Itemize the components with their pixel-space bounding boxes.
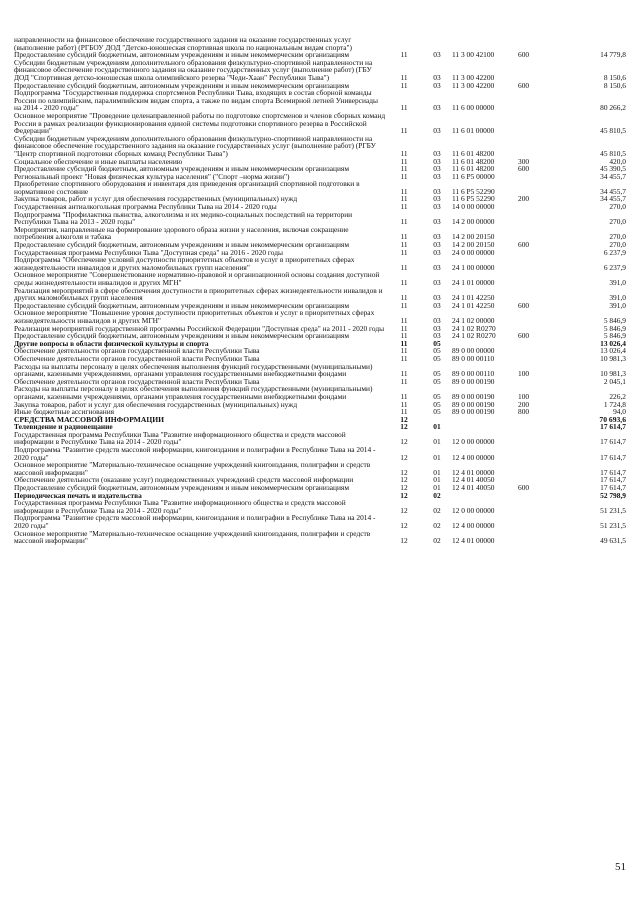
row-name: Основное мероприятие "Материально-техническое оснащение учреждений книгоиздания, полиграфии и средств массовой информации" bbox=[14, 460, 371, 477]
row-subsection-code: 03 bbox=[433, 202, 441, 212]
row-name: Периодическая печать и издательства bbox=[14, 490, 142, 500]
table-row bbox=[14, 89, 626, 112]
row-expense-type bbox=[518, 112, 548, 135]
row-section-code: 11 bbox=[400, 353, 408, 363]
row-target-article: 14 0 00 00000 bbox=[452, 202, 495, 212]
table-row bbox=[14, 211, 626, 226]
row-amount: 13 026,4 bbox=[600, 346, 626, 356]
table-row bbox=[14, 287, 626, 302]
row-amount: 1 724,8 bbox=[603, 399, 626, 409]
row-target-article: 11 6 01 48200 bbox=[452, 156, 495, 166]
row-expense-type: 100 bbox=[518, 391, 530, 401]
row-target-article: 24 1 02 R0270 bbox=[452, 331, 496, 341]
row-expense-type bbox=[518, 249, 548, 257]
row-section-code: 11 bbox=[400, 323, 408, 333]
row-amount: 10 981,3 bbox=[600, 353, 626, 363]
row-expense-type: 300 bbox=[518, 156, 530, 166]
row-section-code: 11 bbox=[400, 50, 408, 60]
row-name: Обеспечение деятельности органов государственной власти Республики Тыва bbox=[14, 353, 260, 363]
budget-table-body bbox=[14, 36, 626, 545]
row-name: Расходы на выплаты персоналу в целях обеспечения выполнения функций государственными (муниципальными) органами, казенными учреждениями, органами управления государственными внебюджетными фондами bbox=[14, 384, 373, 401]
row-name: Субсидии бюджетным учреждениям дополнительного образования физкультурно-спортивной направленности на финансовое обеспечение государственного задания на оказание государственных услуг (выполнение работ) (ГБУ ДОД "Спортивная детско-юношеская школа олимпийского резерва "Чеди-Хаан" Республики Тыва") bbox=[14, 57, 373, 82]
row-name: Подпрограмма "Развитие средств массовой информации, книгоиздания и полиграфии в Республике Тыва на 2014 - 2020 годы" bbox=[14, 445, 376, 462]
row-section-code: 11 bbox=[400, 338, 408, 348]
row-name: Обеспечение деятельности (оказание услуг) подведомственных учреждений средств массовой информации bbox=[14, 475, 354, 485]
row-target-article: 14 2 00 20150 bbox=[452, 240, 495, 250]
row-amount: 5 846,9 bbox=[603, 331, 626, 341]
row-name: Обеспечение деятельности органов государственной власти Республики Тыва bbox=[14, 346, 260, 356]
row-expense-type: 100 bbox=[518, 369, 530, 379]
row-target-article: 12 4 01 00000 bbox=[452, 467, 495, 477]
table-row bbox=[14, 135, 626, 158]
row-target-article: 11 6 P5 52290 bbox=[452, 186, 495, 196]
row-subsection-code: 03 bbox=[433, 80, 441, 90]
row-name: Основное мероприятие "Проведение целенаправленной работы по подготовке спортсменов и членов сборных команд России в рамках реализации функционирования единой системы подготовки спортивного резерва в Российской Федерации" bbox=[14, 110, 386, 136]
row-target-article: 11 6 P5 52290 bbox=[452, 194, 495, 204]
row-name: Обеспечение деятельности органов государственной власти Республики Тыва bbox=[14, 376, 260, 386]
row-subsection-code: 02 bbox=[433, 490, 441, 500]
row-expense-type bbox=[518, 530, 548, 545]
row-amount: 391,0 bbox=[609, 278, 626, 287]
row-section-code: 11 bbox=[400, 399, 408, 409]
row-target-article: 11 6 01 48200 bbox=[452, 164, 495, 174]
row-section-code: 11 bbox=[400, 103, 408, 113]
row-expense-type bbox=[518, 461, 548, 476]
table-row bbox=[14, 36, 626, 51]
row-subsection-code: 03 bbox=[433, 50, 441, 60]
row-name: Подпрограмма "Развитие средств массовой информации, книгоиздания и полиграфии в Республике Тыва на 2014 - 2020 годы" bbox=[14, 513, 376, 530]
row-subsection-code: 03 bbox=[433, 262, 441, 272]
row-amount bbox=[548, 36, 626, 51]
row-expense-type: 200 bbox=[518, 399, 530, 409]
row-section-code: 11 bbox=[400, 376, 408, 386]
row-name: Государственная программа Республики Тыва "Развитие информационного общества и средств массовой информации в Республике Тыва на 2014 - 2020 годы" bbox=[14, 498, 346, 515]
row-target-article: 11 3 00 42200 bbox=[452, 80, 495, 90]
table-row bbox=[14, 363, 626, 378]
row-section-code: 11 bbox=[400, 156, 408, 166]
row-section-code: 11 bbox=[400, 247, 408, 257]
row-section-code: 11 bbox=[400, 278, 408, 287]
row-section-code: 11 bbox=[400, 202, 408, 212]
table-row bbox=[14, 446, 626, 461]
row-subsection-code: 03 bbox=[433, 148, 441, 158]
row-expense-type bbox=[518, 340, 548, 348]
row-section-code: 12 bbox=[400, 521, 408, 530]
row-expense-type bbox=[518, 256, 548, 271]
row-section-code: 11 bbox=[400, 300, 408, 310]
row-section-code bbox=[386, 36, 422, 51]
row-amount: 5 846,9 bbox=[603, 315, 626, 325]
row-target-article: 24 1 02 R0270 bbox=[452, 323, 496, 333]
row-target-article: 12 0 00 00000 bbox=[452, 505, 495, 515]
row-section-code: 11 bbox=[400, 72, 408, 82]
row-name: Государственная антиалкогольная программа Республики Тыва на 2014 - 2020 годы bbox=[14, 202, 277, 212]
row-subsection-code: 01 bbox=[433, 452, 441, 462]
row-subsection-code: 05 bbox=[433, 369, 441, 379]
row-section-code: 11 bbox=[400, 80, 408, 90]
row-target-article: 24 1 01 42250 bbox=[452, 300, 495, 310]
row-amount: 14 779,8 bbox=[600, 50, 626, 60]
row-section-code: 11 bbox=[400, 240, 408, 250]
row-name: Предоставление субсидий бюджетным, автономным учреждениям и иным некоммерческим организациям bbox=[14, 483, 350, 493]
row-amount: 2 045,1 bbox=[603, 376, 626, 386]
row-section-code: 12 bbox=[400, 422, 408, 432]
row-subsection-code: 01 bbox=[433, 475, 441, 485]
row-expense-type: 600 bbox=[518, 80, 530, 90]
row-subsection-code: 01 bbox=[433, 483, 441, 493]
row-expense-type bbox=[518, 514, 548, 529]
row-name: Расходы на выплаты персоналу в целях обеспечения выполнения функций государственными (муниципальными) органами, казенными учреждениями, органами управления государственными внебюджетными фондами bbox=[14, 361, 373, 379]
row-target-article: 89 0 00 00190 bbox=[452, 376, 495, 386]
row-amount: 94,0 bbox=[613, 407, 626, 417]
row-target-article: 12 0 00 00000 bbox=[452, 437, 495, 447]
table-row bbox=[14, 256, 626, 271]
row-amount: 51 231,5 bbox=[600, 505, 626, 515]
row-amount: 17 614,7 bbox=[600, 475, 626, 485]
row-amount: 10 981,3 bbox=[600, 369, 626, 379]
row-expense-type bbox=[518, 173, 548, 181]
row-expense-type: 600 bbox=[518, 483, 530, 493]
row-amount: 270,0 bbox=[609, 232, 626, 242]
row-amount: 17 614,7 bbox=[600, 452, 626, 462]
row-name: Подпрограмма "Профилактика пьянства, алкоголизма и их медико-социальных последствий на территории Республики Тыва на 2013 - 2020 годы" bbox=[14, 209, 353, 227]
row-amount: 17 614,7 bbox=[600, 422, 626, 432]
row-subsection-code: 02 bbox=[433, 505, 441, 515]
row-target-article: 14 2 00 00000 bbox=[452, 217, 495, 227]
row-subsection-code: 03 bbox=[433, 186, 441, 196]
row-section-code: 12 bbox=[400, 475, 408, 485]
row-name: Предоставление субсидий бюджетным, автономным учреждениям и иным некоммерческим организациям bbox=[14, 240, 350, 250]
row-name: Другие вопросы в области физической культуры и спорта bbox=[14, 338, 209, 348]
row-section-code: 11 bbox=[400, 186, 408, 196]
row-section-code: 12 bbox=[400, 490, 408, 500]
row-amount: 17 614,7 bbox=[600, 437, 626, 447]
row-target-article: 89 0 00 00000 bbox=[452, 346, 495, 356]
row-target-article bbox=[452, 416, 518, 424]
table-row bbox=[14, 499, 626, 514]
row-amount: 49 631,5 bbox=[600, 536, 626, 546]
table-row bbox=[14, 59, 626, 82]
row-section-code: 11 bbox=[400, 293, 408, 303]
row-name: Предоставление субсидий бюджетным, автономным учреждениям и иным некоммерческим организациям bbox=[14, 300, 350, 310]
row-subsection-code: 02 bbox=[433, 536, 441, 546]
row-target-article bbox=[452, 36, 518, 51]
row-expense-type bbox=[518, 492, 548, 500]
row-section-code: 11 bbox=[400, 148, 408, 158]
row-subsection-code: 03 bbox=[433, 164, 441, 174]
row-amount: 8 150,6 bbox=[603, 80, 626, 90]
row-expense-type bbox=[518, 59, 548, 82]
row-amount: 45 810,5 bbox=[600, 148, 626, 158]
table-row bbox=[14, 226, 626, 241]
row-amount: 17 614,7 bbox=[600, 483, 626, 493]
table-row bbox=[14, 431, 626, 446]
row-name: Предоставление субсидий бюджетным, автономным учреждениям и иным некоммерческим организациям bbox=[14, 164, 350, 174]
row-name: Предоставление субсидий бюджетным, автономным учреждениям и иным некоммерческим организациям bbox=[14, 331, 350, 341]
row-section-code: 11 bbox=[400, 232, 408, 242]
row-section-code: 12 bbox=[400, 452, 408, 462]
table-row bbox=[14, 309, 626, 324]
row-subsection-code: 03 bbox=[433, 232, 441, 242]
row-target-article: 24 0 00 00000 bbox=[452, 247, 495, 257]
row-name: Предоставление субсидий бюджетным, автономным учреждениям и иным некоммерческим организациям bbox=[14, 80, 350, 90]
row-name: Закупка товаров, работ и услуг для обеспечения государственных (муниципальных) нужд bbox=[14, 399, 298, 409]
row-subsection-code: 05 bbox=[433, 353, 441, 363]
row-name: Реализация мероприятий государственной программы Российской Федерации "Доступная среда" на 2011 - 2020 годы bbox=[14, 323, 385, 333]
row-subsection-code: 02 bbox=[433, 521, 441, 530]
row-amount: 34 455,7 bbox=[600, 194, 626, 204]
row-section-code: 11 bbox=[400, 331, 408, 341]
row-expense-type bbox=[518, 89, 548, 112]
row-section-code: 11 bbox=[400, 391, 408, 401]
row-expense-type bbox=[518, 309, 548, 324]
row-name: Подпрограмма "Государственная поддержка спортсменов Республики Тыва, входящих в состав сборной команды России по олимпийским, паралимпийским видам спорта, а также по видам спорта Всемирной летней Универсиады на 2014 - 2020 годы" bbox=[14, 88, 378, 113]
row-name: Телевидение и радиовещание bbox=[14, 422, 113, 432]
row-subsection-code: 03 bbox=[433, 331, 441, 341]
row-amount: 34 455,7 bbox=[600, 186, 626, 196]
row-section-code: 11 bbox=[400, 262, 408, 272]
row-name: Предоставление субсидий бюджетным, автономным учреждениям и иным некоммерческим организациям bbox=[14, 50, 350, 60]
row-name: Социальное обеспечение и иные выплаты населению bbox=[14, 156, 183, 166]
row-target-article: 24 1 01 42250 bbox=[452, 293, 495, 303]
row-expense-type bbox=[518, 499, 548, 514]
row-section-code: 12 bbox=[400, 437, 408, 447]
row-amount: 420,0 bbox=[609, 156, 626, 166]
row-subsection-code: 03 bbox=[433, 293, 441, 303]
row-subsection-code: 01 bbox=[433, 467, 441, 477]
row-section-code: 12 bbox=[400, 483, 408, 493]
row-section-code: 12 bbox=[400, 505, 408, 515]
row-target-article: 12 4 01 40050 bbox=[452, 483, 495, 493]
table-row bbox=[14, 530, 626, 545]
row-target-article: 12 4 00 00000 bbox=[452, 452, 495, 462]
row-target-article: 89 0 00 00190 bbox=[452, 407, 495, 417]
row-amount: 270,0 bbox=[609, 240, 626, 250]
row-subsection-code: 03 bbox=[433, 278, 441, 287]
row-amount: 5 846,9 bbox=[603, 323, 626, 333]
row-section-code: 11 bbox=[400, 171, 408, 181]
row-section-code: 11 bbox=[400, 369, 408, 379]
row-target-article: 89 0 00 00190 bbox=[452, 399, 495, 409]
row-name: Государственная программа Республики Тыва "Доступная среда" на 2016 - 2020 годы bbox=[14, 247, 283, 257]
row-subsection-code: 03 bbox=[433, 300, 441, 310]
row-subsection-code: 05 bbox=[433, 407, 441, 417]
row-section-code: 11 bbox=[400, 194, 408, 204]
row-subsection-code: 03 bbox=[433, 247, 441, 257]
row-expense-type bbox=[518, 180, 548, 195]
row-name: Мероприятия, направленные на формирование здорового образа жизни у населения, включая сокращение потребления алкоголя и табака bbox=[14, 224, 349, 242]
row-name: Региональный проект "Новая физическая культура населения" ("Спорт –норма жизни") bbox=[14, 171, 290, 181]
row-name: Субсидии бюджетным учреждениям дополнительного образования физкультурно-спортивной направленности на финансовое обеспечение государственного задания на оказание государственных услуг (выполнение работ) (РГБУ "Центр спортивной подготовки сборных команд Республики Тыва") bbox=[14, 133, 376, 158]
row-name: Государственная программа Республики Тыва "Развитие информационного общества и средств массовой информации в Республике Тыва на 2014 - 2020 годы" bbox=[14, 429, 346, 447]
row-amount: 45 810,5 bbox=[600, 126, 626, 136]
table-row bbox=[14, 112, 626, 135]
row-subsection-code: 01 bbox=[433, 437, 441, 447]
row-amount: 17 614,7 bbox=[600, 467, 626, 477]
row-expense-type bbox=[518, 416, 548, 424]
row-section-code: 11 bbox=[400, 164, 408, 174]
row-subsection-code: 03 bbox=[433, 103, 441, 113]
row-expense-type bbox=[518, 211, 548, 226]
row-subsection-code: 03 bbox=[433, 315, 441, 325]
row-section-code: 11 bbox=[400, 407, 408, 417]
row-subsection-code: 01 bbox=[433, 422, 441, 432]
row-amount: 51 231,5 bbox=[600, 521, 626, 530]
row-name: Основное мероприятие "Совершенствование нормативно-правовой и организационной основы создания доступной среды жизнедеятельности инвалидов и других МГН" bbox=[14, 270, 380, 287]
row-name: Подпрограмма "Обеспечение условий доступности приоритетных объектов и услуг в приоритетных сферах жизнедеятельности инвалидов и других маломобильных групп населения" bbox=[14, 255, 355, 272]
row-amount: 270,0 bbox=[609, 202, 626, 212]
row-expense-type: 600 bbox=[518, 164, 530, 174]
row-section-code: 12 bbox=[400, 536, 408, 546]
row-expense-type bbox=[518, 446, 548, 461]
row-amount: 226,2 bbox=[609, 391, 626, 401]
row-expense-type bbox=[518, 355, 548, 363]
row-expense-type bbox=[518, 287, 548, 302]
row-name: Приобретение спортивного оборудования и инвентаря для приведения организаций спортивной подготовки в нормативное состояние bbox=[14, 179, 360, 196]
row-target-article: 12 4 01 00000 bbox=[452, 536, 495, 546]
row-name: Закупка товаров, работ и услуг для обеспечения государственных (муниципальных) нужд bbox=[14, 194, 298, 204]
table-row bbox=[14, 180, 626, 195]
row-amount: 270,0 bbox=[609, 217, 626, 227]
row-name: Основное мероприятие "Повышение уровня доступности приоритетных объектов и услуг в приоритетных сферах жизнедеятельности инвалидов и других МГН" bbox=[14, 308, 375, 325]
page-number: 51 bbox=[615, 861, 626, 873]
row-target-article: 24 1 01 00000 bbox=[452, 278, 495, 287]
row-target-article: 89 0 00 00190 bbox=[452, 391, 495, 401]
row-amount: 34 455,7 bbox=[600, 171, 626, 181]
row-section-code: 11 bbox=[400, 217, 408, 227]
row-subsection-code: 05 bbox=[433, 376, 441, 386]
row-target-article: 11 6 01 00000 bbox=[452, 126, 495, 136]
row-subsection-code: 05 bbox=[433, 346, 441, 356]
row-expense-type bbox=[518, 347, 548, 355]
row-target-article: 24 1 00 00000 bbox=[452, 262, 495, 272]
row-expense-type bbox=[518, 431, 548, 446]
row-target-article: 89 0 00 00110 bbox=[452, 369, 495, 379]
row-subsection-code: 03 bbox=[433, 171, 441, 181]
row-amount: 70 693,6 bbox=[599, 414, 626, 424]
row-name: Иные бюджетные ассигнования bbox=[14, 407, 115, 417]
row-expense-type: 600 bbox=[518, 331, 530, 341]
row-section-code: 11 bbox=[400, 126, 408, 136]
row-target-article bbox=[452, 492, 518, 500]
row-target-article: 11 6 P5 00000 bbox=[452, 171, 495, 181]
row-section-code: 12 bbox=[400, 414, 408, 424]
row-target-article: 11 3 00 42100 bbox=[452, 50, 495, 60]
row-subsection-code: 03 bbox=[433, 240, 441, 250]
row-section-code: 11 bbox=[400, 315, 408, 325]
row-subsection-code bbox=[422, 36, 452, 51]
row-subsection-code: 05 bbox=[433, 399, 441, 409]
row-section-code: 11 bbox=[400, 346, 408, 356]
row-subsection-code: 05 bbox=[433, 391, 441, 401]
row-expense-type bbox=[518, 271, 548, 286]
table-row bbox=[14, 461, 626, 476]
row-target-article: 12 4 01 40050 bbox=[452, 475, 495, 485]
row-expense-type: 600 bbox=[518, 240, 530, 250]
row-amount: 6 237,9 bbox=[603, 262, 626, 272]
row-name: СРЕДСТВА МАССОВОЙ ИНФОРМАЦИИ bbox=[14, 414, 165, 424]
row-expense-type bbox=[518, 423, 548, 431]
row-subsection-code: 03 bbox=[433, 217, 441, 227]
row-target-article: 11 3 00 42200 bbox=[452, 72, 495, 82]
row-target-article bbox=[452, 423, 518, 431]
row-amount: 13 026,4 bbox=[600, 338, 626, 348]
row-subsection-code: 03 bbox=[433, 156, 441, 166]
row-expense-type: 600 bbox=[518, 300, 530, 310]
row-amount: 391,0 bbox=[609, 293, 626, 303]
row-expense-type bbox=[518, 135, 548, 158]
row-name: Реализация мероприятий в сфере обеспечения доступности в приоритетных сферах жизнедеятельности инвалидов и других маломобильных групп населения bbox=[14, 285, 383, 303]
row-amount: 8 150,6 bbox=[603, 72, 626, 82]
row-amount: 6 237,9 bbox=[603, 247, 626, 257]
row-expense-type bbox=[518, 36, 548, 51]
row-name: направленности на финансовое обеспечение государственного задания на оказание государственных услуг (выполнение работ) (РГБОУ ДОД "Детско-юношеская спортивная школа по национальным видам спорта") bbox=[14, 35, 353, 52]
row-target-article: 14 2 00 20150 bbox=[452, 232, 495, 242]
row-target-article: 24 1 02 00000 bbox=[452, 315, 495, 325]
row-target-article: 11 6 01 48200 bbox=[452, 148, 495, 158]
row-subsection-code: 03 bbox=[433, 126, 441, 136]
row-name: Основное мероприятие "Материально-техническое оснащение учреждений книгоиздания, полиграфии и средств массовой информации" bbox=[14, 528, 371, 546]
row-amount: 52 798,9 bbox=[600, 490, 626, 500]
row-expense-type: 200 bbox=[518, 194, 530, 204]
row-expense-type: 600 bbox=[518, 50, 530, 60]
table-row bbox=[14, 271, 626, 286]
row-expense-type bbox=[518, 378, 548, 386]
row-target-article: 11 6 00 00000 bbox=[452, 103, 495, 113]
row-subsection-code: 03 bbox=[433, 323, 441, 333]
row-subsection-code: 03 bbox=[433, 72, 441, 82]
row-amount: 80 266,2 bbox=[600, 103, 626, 113]
budget-table bbox=[14, 36, 626, 545]
row-subsection-code: 03 bbox=[433, 194, 441, 204]
row-target-article: 12 4 00 00000 bbox=[452, 521, 495, 530]
row-amount: 45 390,5 bbox=[600, 164, 626, 174]
row-subsection-code: 05 bbox=[433, 338, 441, 348]
table-row bbox=[14, 385, 626, 400]
row-expense-type bbox=[518, 203, 548, 211]
row-section-code: 12 bbox=[400, 467, 408, 477]
table-row bbox=[14, 514, 626, 529]
row-target-article: 89 0 00 00110 bbox=[452, 353, 495, 363]
row-expense-type: 800 bbox=[518, 407, 530, 417]
row-expense-type bbox=[518, 226, 548, 241]
row-amount: 391,0 bbox=[609, 300, 626, 310]
